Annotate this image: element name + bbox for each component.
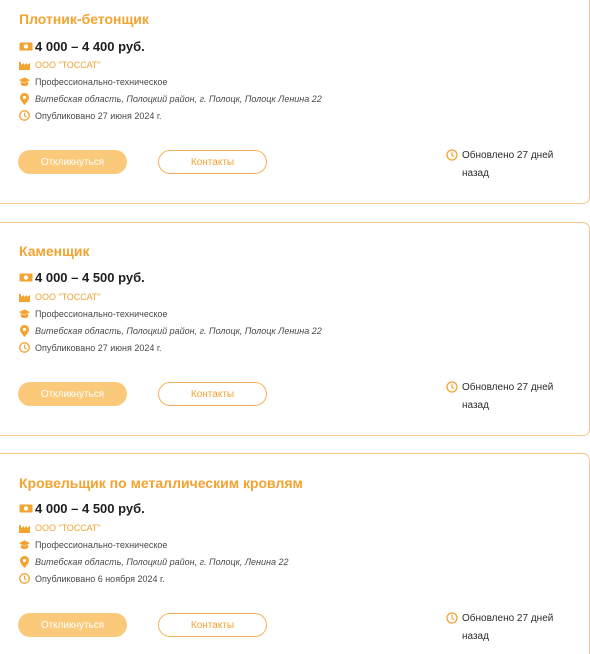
- education-row: [19, 76, 167, 87]
- updated-text: Обновлено 27 дней назад: [462, 382, 554, 411]
- salary-row: [19, 501, 145, 516]
- graduation-cap-icon: [19, 76, 30, 87]
- company-row: [19, 59, 101, 70]
- clock-icon: [19, 342, 30, 353]
- apply-button[interactable]: Откликнуться: [18, 150, 127, 174]
- vacancy-card: [0, 453, 590, 654]
- address-row: [19, 556, 288, 567]
- published-date: Опубликовано 27 июня 2024 г.: [35, 110, 162, 121]
- salary-row: [19, 270, 145, 285]
- factory-icon: [19, 291, 30, 302]
- factory-icon: [19, 522, 30, 533]
- money-icon: [19, 41, 33, 52]
- published-row: [19, 573, 165, 584]
- graduation-cap-icon: [19, 308, 30, 319]
- updated-info: [446, 610, 567, 646]
- apply-button[interactable]: Откликнуться: [18, 382, 127, 406]
- company-row: [19, 291, 101, 302]
- address-row: [19, 325, 322, 336]
- clock-icon: [446, 149, 458, 161]
- vacancy-title[interactable]: Плотник-бетонщик: [19, 11, 149, 27]
- clock-icon: [446, 381, 458, 393]
- education-row: [19, 539, 167, 550]
- published-date: Опубликовано 27 июня 2024 г.: [35, 342, 162, 353]
- salary-row: [19, 39, 145, 54]
- updated-text: Обновлено 27 дней назад: [462, 613, 554, 642]
- salary-value: 4 000 – 4 500 руб.: [35, 270, 145, 285]
- company-link[interactable]: ООО "ТОССАТ": [35, 291, 101, 302]
- published-row: [19, 342, 162, 353]
- vacancy-card: [0, 222, 590, 436]
- education-text: Профессионально-техническое: [35, 76, 168, 87]
- contacts-button[interactable]: Контакты: [158, 382, 267, 406]
- clock-icon: [19, 110, 30, 121]
- clock-icon: [19, 573, 30, 584]
- address-text: Витебская область, Полоцкий район, г. Полоцк, Полоцк Ленина 22: [35, 93, 322, 104]
- location-pin-icon: [19, 93, 30, 104]
- money-icon: [19, 503, 33, 514]
- updated-text: Обновлено 27 дней назад: [462, 150, 554, 179]
- salary-value: 4 000 – 4 400 руб.: [35, 39, 145, 54]
- money-icon: [19, 272, 33, 283]
- company-link[interactable]: ООО "ТОССАТ": [35, 522, 101, 533]
- clock-icon: [446, 612, 458, 624]
- published-row: [19, 110, 162, 121]
- company-row: [19, 522, 101, 533]
- updated-info: [446, 379, 567, 415]
- vacancy-title[interactable]: Кровельщик по металлическим кровлям: [19, 475, 303, 491]
- education-row: [19, 308, 167, 319]
- updated-info: [446, 147, 567, 183]
- published-date: Опубликовано 6 ноября 2024 г.: [35, 573, 165, 584]
- education-text: Профессионально-техническое: [35, 539, 168, 550]
- address-row: [19, 93, 322, 104]
- address-text: Витебская область, Полоцкий район, г. Полоцк, Ленина 22: [35, 556, 289, 567]
- company-link[interactable]: ООО "ТОССАТ": [35, 59, 101, 70]
- factory-icon: [19, 59, 30, 70]
- apply-button[interactable]: Откликнуться: [18, 613, 127, 637]
- graduation-cap-icon: [19, 539, 30, 550]
- vacancy-title[interactable]: Каменщик: [19, 243, 90, 259]
- education-text: Профессионально-техническое: [35, 308, 168, 319]
- vacancy-card: [0, 0, 590, 204]
- location-pin-icon: [19, 325, 30, 336]
- contacts-button[interactable]: Контакты: [158, 613, 267, 637]
- salary-value: 4 000 – 4 500 руб.: [35, 501, 145, 516]
- location-pin-icon: [19, 556, 30, 567]
- contacts-button[interactable]: Контакты: [158, 150, 267, 174]
- address-text: Витебская область, Полоцкий район, г. Полоцк, Полоцк Ленина 22: [35, 325, 322, 336]
